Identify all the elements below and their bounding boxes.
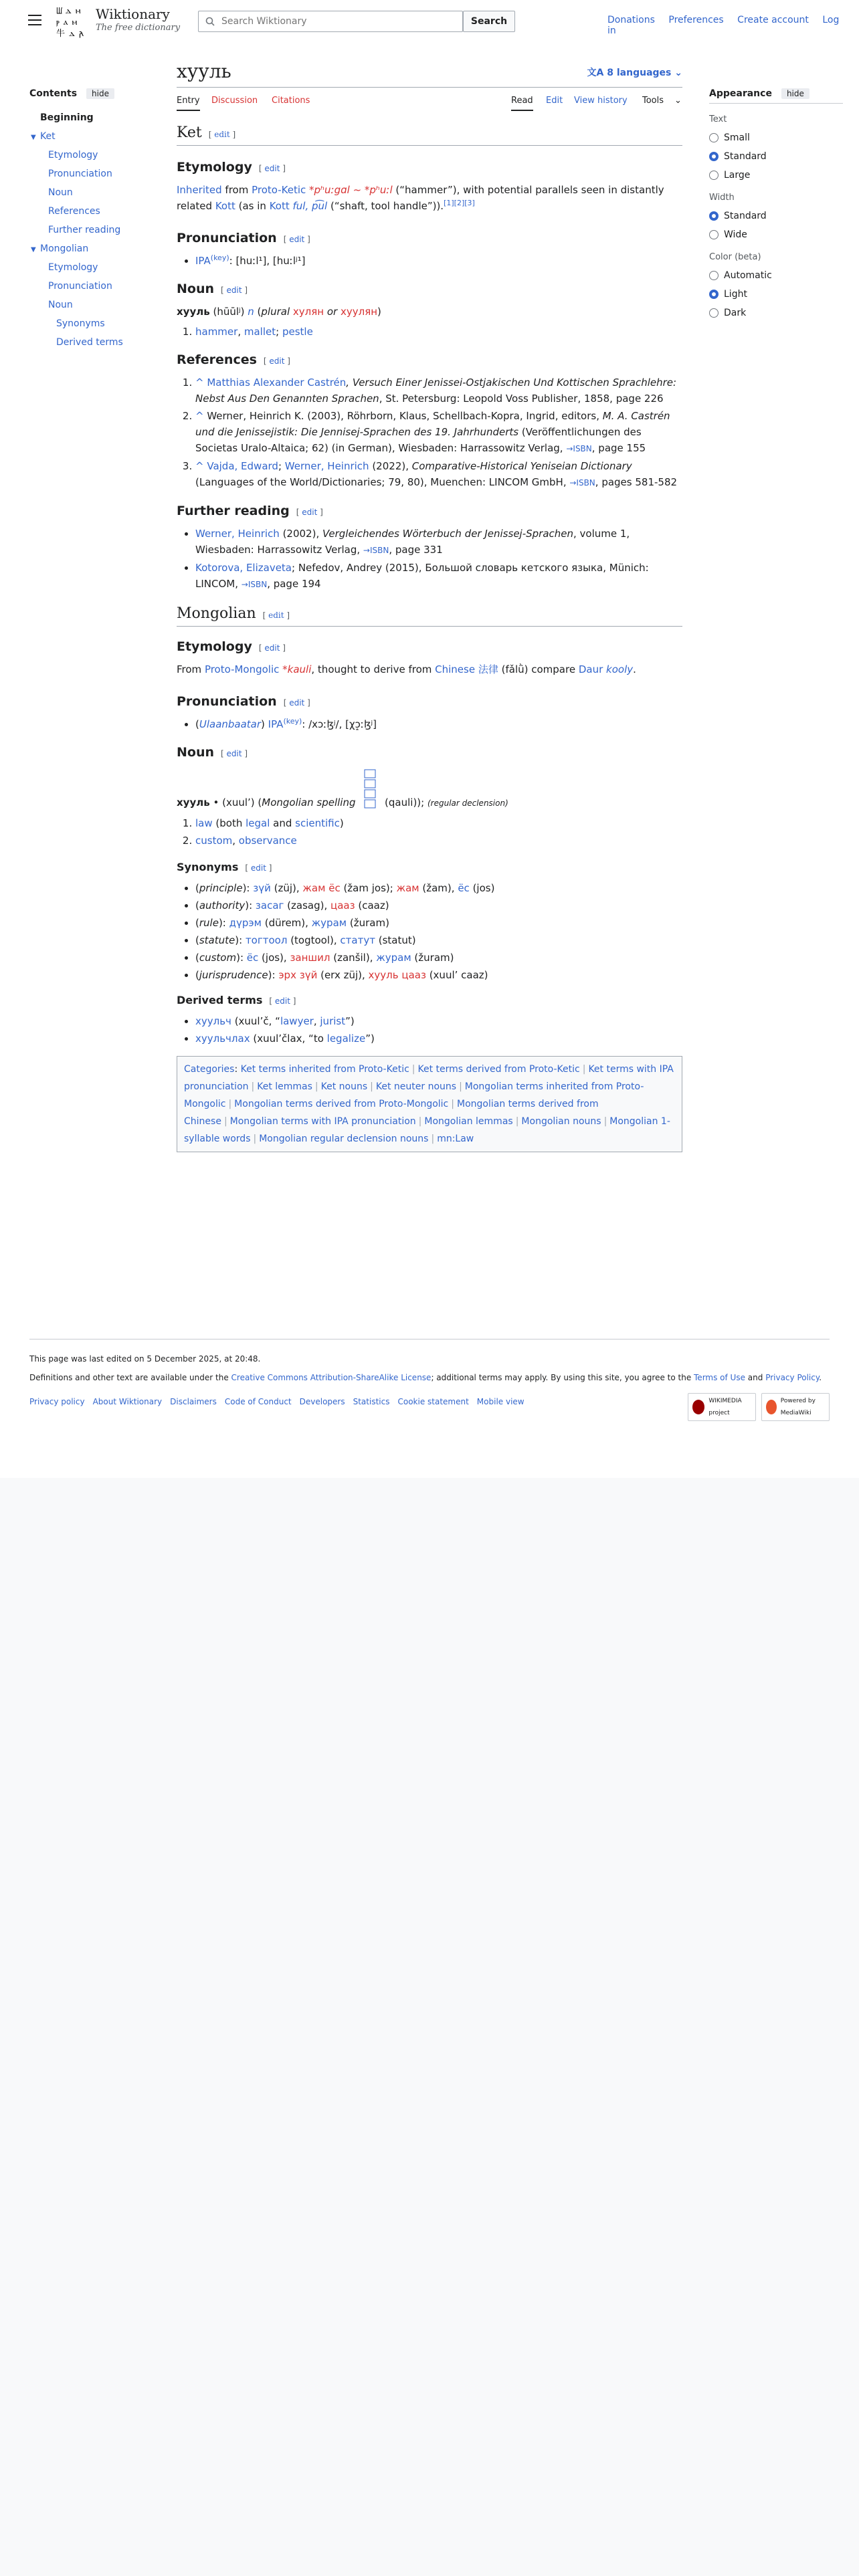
category-separator: | — [251, 1081, 255, 1092]
ket-etymology-heading: Etymology [ edit ] — [177, 160, 286, 175]
ket-further-reading-heading: Further reading [ edit ] — [177, 504, 323, 518]
ket-references-heading: References [ edit ] — [177, 352, 290, 367]
category-link[interactable]: mn:Law — [437, 1134, 474, 1144]
appearance-option[interactable]: Standard — [709, 147, 843, 166]
category-separator: | — [603, 1116, 607, 1127]
reference-item: 3. ^ Vajda, Edward; Werner, Heinrich (2022), Comparative-Historical Yeniseian Dictionary (Languages of the World/Dictionaries; 79, 80), Muenchen: LINCOM GmbH, →ISBN, pages 581-582 — [195, 458, 682, 491]
radio-button[interactable] — [709, 290, 719, 299]
tab-read[interactable]: Read — [511, 96, 533, 111]
footer-link[interactable]: Statistics — [353, 1397, 390, 1406]
radio-button[interactable] — [709, 171, 719, 180]
appearance-hide-button[interactable]: hide — [781, 88, 809, 99]
appearance-option[interactable]: Wide — [709, 225, 843, 244]
license-text: Definitions and other text are available under the Creative Commons Attribution-ShareAlike License; additional terms may apply. By using this site, you agree to the Terms of Use and Privacy Policy. — [29, 1373, 822, 1382]
radio-button[interactable] — [709, 211, 719, 221]
categories-box: Categories: Ket terms inherited from Proto-Ketic | Ket terms derived from Proto-Ketic | Ket terms with IPA pronunciation | Ket lemmas | Ket nouns | Ket neuter nouns | Mongolian terms inherited from Proto-Mongolic | Mongolian terms derived from Proto-Mongolic | Mongolian terms derived from Chinese | Mongolian terms with IPA pronunciation | Mongolian lemmas | Mongolian nouns | Mongolian 1-syllable words | Mongolian regular declension nouns | mn:Law — [177, 1056, 682, 1152]
synonym-item: • (jurisprudence): эрх зүй (erx züj), хууль цааз (xuulʼ caaz) — [195, 967, 682, 983]
category-separator: | — [314, 1081, 318, 1092]
edit-link[interactable]: edit — [264, 164, 280, 173]
header — [0, 0, 859, 44]
citation-refs[interactable]: [1][2][3] — [444, 199, 475, 207]
ket-headword-line: хууль (hūūlʲ) n (plural хулян or хуулян) — [177, 306, 381, 318]
category-separator: | — [223, 1116, 227, 1127]
synonym-item: • (rule): дүрэм (dürem), журам (žuram) — [195, 915, 682, 931]
category-link[interactable]: Ket lemmas — [257, 1081, 312, 1092]
toc-item[interactable]: Beginning — [40, 112, 94, 123]
site-title[interactable]: Wiktionary — [96, 6, 170, 22]
appearance-option[interactable]: Large — [709, 166, 843, 185]
edit-link[interactable]: edit — [250, 863, 266, 873]
toc-hide-button[interactable]: hide — [86, 88, 114, 99]
reference-item: 1. ^ Matthias Alexander Castrén, Versuch Einer Jenissei-Ostjakischen Und Kottischen Sprachlehre: Nebst Aus Den Genannten Sprachen, St. Petersburg: Leopold Voss Publisher, 1858, page 226 — [195, 374, 682, 407]
ket-pronunciation-heading: Pronunciation [ edit ] — [177, 231, 310, 245]
tab-edit[interactable]: Edit — [546, 96, 563, 106]
search-box[interactable] — [198, 11, 463, 32]
powered-by-mediawiki-badge[interactable]: Powered by MediaWiki — [761, 1393, 830, 1421]
mongolian-etymology-heading: Etymology [ edit ] — [177, 639, 286, 654]
chevron-down-icon[interactable]: ▼ — [31, 246, 36, 253]
category-link[interactable]: Ket terms with IPA pronunciation — [184, 1064, 674, 1092]
ket-heading: Ket [ edit ] — [177, 125, 682, 146]
derived-term: • хуульчлах (xuulʼčlax, “to legalize”) — [195, 1031, 682, 1047]
tab-tools[interactable]: Tools — [642, 96, 664, 106]
language-button[interactable] — [587, 66, 682, 79]
references-list — [177, 374, 682, 491]
mongolian-headword-line: хууль • (xuulʼ) (Mongolian spelling (qauli)); (regular declension) — [177, 768, 682, 811]
synonym-item: • (statute): тогтоол (togtool), статут (statut) — [195, 932, 682, 948]
chevron-down-icon: ⌄ — [674, 68, 682, 78]
appearance-title: Appearance — [709, 88, 772, 99]
category-separator: | — [228, 1099, 232, 1109]
footer-link[interactable]: Privacy policy — [29, 1397, 85, 1406]
mongolian-noun-heading: Noun [ edit ] — [177, 745, 248, 760]
footer-link[interactable]: Mobile view — [476, 1397, 524, 1406]
main-content — [177, 60, 682, 1152]
user-links — [607, 15, 859, 36]
svg-text:牛 ⲇ 𐌰: 牛 ⲇ 𐌰 — [56, 29, 84, 39]
toc-item[interactable]: Etymology — [48, 150, 98, 160]
appearance-panel — [709, 88, 843, 330]
color-group: Color (beta) Automatic Light Dark — [709, 252, 843, 322]
category-link[interactable]: Mongolian nouns — [521, 1116, 601, 1127]
footer-link[interactable]: Code of Conduct — [224, 1397, 292, 1406]
login-link[interactable]: Log in — [607, 15, 840, 36]
tab-citations[interactable]: Citations — [272, 96, 310, 106]
edit-link[interactable]: edit — [268, 611, 284, 620]
mongolian-sense: 1. law (both legal and scientific) — [195, 815, 682, 831]
category-separator: | — [515, 1116, 519, 1127]
toc-item[interactable]: Noun — [48, 187, 73, 198]
toc-item[interactable]: ▼ Ket — [29, 127, 157, 146]
text-size-group: Text Small Standard Large — [709, 114, 843, 185]
categories-label[interactable]: Categories — [184, 1064, 235, 1075]
category-separator: | — [431, 1134, 435, 1144]
preferences-link[interactable]: Preferences — [668, 15, 724, 25]
wikimedia-icon — [692, 1400, 704, 1414]
tab-entry[interactable]: Entry — [177, 96, 200, 111]
synonym-item: • (custom): ёс (jos), заншил (zanšil), журам (žuram) — [195, 950, 682, 966]
mongolian-sense: 2. custom, observance — [195, 833, 682, 849]
further-reading-item: • Werner, Heinrich (2002), Vergleichendes Wörterbuch der Jenissej-Sprachen, volume 1, Wiesbaden: Harrassowitz Verlag, →ISBN, page 331 — [195, 526, 682, 558]
mongolian-pronunciation-heading: Pronunciation [ edit ] — [177, 694, 310, 709]
edit-link[interactable]: edit — [274, 996, 290, 1006]
edit-link[interactable]: edit — [226, 286, 242, 295]
category-link[interactable]: Mongolian regular declension nouns — [259, 1134, 429, 1144]
width-group: Width Standard Wide — [709, 193, 843, 244]
translate-icon: 文A — [587, 68, 604, 78]
category-link[interactable]: Mongolian terms inherited from Proto-Mongolic — [184, 1081, 644, 1109]
derived-term: • хуульч (xuulʼč, “lawyer, jurist”) — [195, 1013, 682, 1029]
category-separator: | — [418, 1116, 422, 1127]
page-title: хууль — [177, 60, 231, 82]
mediawiki-icon — [766, 1400, 777, 1414]
appearance-option[interactable]: Small — [709, 128, 843, 147]
toc-item[interactable]: ▼ Mongolian — [29, 239, 157, 258]
category-link[interactable]: Ket terms derived from Proto-Ketic — [417, 1064, 580, 1075]
toc-title: Contents — [29, 88, 78, 99]
edit-link[interactable]: edit — [302, 508, 318, 517]
footer — [29, 1339, 830, 1416]
ket-etymology-text: Inherited from Proto-Ketic *pʰuːgɑl ~ *pʰuːl (“hammer”), with potential parallels seen in distantly related Kott (as in Kott ful, p͡ul (“shaft, tool handle”)).[1][2][3] — [177, 184, 664, 212]
radio-button[interactable] — [709, 308, 719, 318]
footer-link[interactable]: Disclaimers — [170, 1397, 217, 1406]
appearance-option[interactable]: Standard — [709, 207, 843, 225]
category-separator: | — [451, 1099, 454, 1109]
appearance-option[interactable]: Dark — [709, 304, 843, 322]
synonyms-list — [177, 880, 682, 983]
category-separator: | — [459, 1081, 462, 1092]
synonym-item: • (authority): засаг (zasag), цааз (caaz) — [195, 897, 682, 914]
category-separator: | — [411, 1064, 415, 1075]
search-icon — [205, 17, 215, 26]
category-separator: | — [370, 1081, 373, 1092]
edit-link[interactable]: edit — [289, 698, 305, 708]
edit-link[interactable]: edit — [264, 643, 280, 653]
toc-item[interactable]: Noun — [48, 300, 73, 310]
toc-item[interactable]: Synonyms — [56, 318, 105, 329]
tab-discussion[interactable]: Discussion — [211, 96, 258, 106]
ket-ipa: • $IPA^{(key)}$: [huːl¹], [huːlʲ¹] — [195, 253, 682, 269]
category-link[interactable]: Ket nouns — [320, 1081, 368, 1092]
edit-link[interactable]: edit — [289, 235, 305, 244]
radio-button[interactable] — [709, 152, 719, 161]
edit-link[interactable]: edit — [214, 130, 230, 139]
ket-sense: 1. hammer, mallet; pestle — [195, 324, 682, 340]
tab-view-history[interactable]: View history — [574, 96, 628, 106]
language-count: 8 languages — [607, 68, 672, 78]
create-account-link[interactable]: Create account — [737, 15, 809, 25]
derived-terms-heading: Derived terms [ edit ] — [177, 994, 296, 1006]
entry-body — [177, 125, 682, 1152]
wiktionary-logo-icon[interactable] — [55, 4, 91, 39]
category-link[interactable]: Ket neuter nouns — [375, 1081, 457, 1092]
category-link[interactable]: Mongolian terms with IPA pronunciation — [229, 1116, 416, 1127]
category-link[interactable]: Mongolian terms derived from Proto-Mongolic — [234, 1099, 449, 1109]
footer-link[interactable]: Cookie statement — [397, 1397, 469, 1406]
mongolian-heading: Mongolian [ edit ] — [177, 606, 682, 627]
further-reading-item: • Kotorova, Elizaveta; Nefedov, Andrey (2015), Большой словарь кетского языка, Münich: LINCOM, →ISBN, page 194 — [195, 560, 682, 593]
toc-item[interactable]: Pronunciation — [48, 281, 112, 292]
appearance-option[interactable]: Light — [709, 285, 843, 304]
main-menu-button[interactable] — [28, 15, 41, 25]
toc-item[interactable]: Etymology — [48, 262, 98, 273]
edit-link[interactable]: edit — [226, 749, 242, 758]
svg-text:ꡆ ⲇ ⲙ: ꡆ ⲇ ⲙ — [56, 6, 82, 16]
search-button[interactable]: Search — [463, 11, 515, 32]
category-separator: | — [582, 1064, 586, 1075]
synonyms-heading: Synonyms [ edit ] — [177, 861, 272, 873]
edit-link[interactable]: edit — [269, 356, 285, 366]
site-subtitle: The free dictionary — [96, 23, 181, 33]
wikimedia-project-badge[interactable]: WIKIMEDIA project — [688, 1393, 756, 1421]
category-link[interactable]: Mongolian terms derived from Chinese — [184, 1099, 599, 1127]
ket-noun-heading: Noun [ edit ] — [177, 282, 248, 296]
radio-button[interactable] — [709, 230, 719, 239]
chevron-down-icon[interactable]: ▼ — [31, 134, 36, 141]
category-link[interactable]: Ket terms inherited from Proto-Ketic — [240, 1064, 409, 1075]
search-input[interactable] — [220, 15, 462, 27]
toc-item[interactable]: Further reading — [48, 225, 121, 235]
chevron-down-icon: ⌄ — [674, 96, 682, 106]
mongolian-script-glyphs[interactable] — [363, 768, 377, 811]
radio-button[interactable] — [709, 271, 719, 280]
category-link[interactable]: Mongolian lemmas — [424, 1116, 513, 1127]
page-tabs — [177, 88, 682, 114]
donations-link[interactable]: Donations — [607, 15, 655, 25]
toc-item[interactable]: References — [48, 206, 100, 217]
last-edited: This page was last edited on 5 December 2025, at 20:48. — [29, 1354, 261, 1364]
mongolian-etymology-text: From Proto-Mongolic *kauli, thought to derive from Chinese 法律 (fǎlǜ) compare Daur kooly. — [177, 663, 636, 675]
appearance-option[interactable]: Automatic — [709, 266, 843, 285]
toc-item[interactable]: Pronunciation — [48, 169, 112, 179]
footer-link[interactable]: About Wiktionary — [92, 1397, 163, 1406]
footer-link[interactable]: Developers — [299, 1397, 345, 1406]
reference-item: 2. ^ Werner, Heinrich K. (2003), Röhrborn, Klaus, Schellbach-Kopra, Ingrid, editors, M. A. Castrén und die Jenissejistik: Die Jennisej-Sprachen des 19. Jahrhunderts (Veröffentlichungen des Societas Uralo-Altaica; 62) (in German), Wiesbaden: Harrassowitz Verlag, →ISBN, page 155 — [195, 408, 682, 457]
table-of-contents — [29, 88, 157, 352]
mongolian-ipa: • (Ulaanbaatar) $IPA^{(key)}$: /xɔːɮʲ/, [χɔ̝ːɮʲ] — [195, 716, 682, 732]
svg-text:ⲣ ⲁ ⲙ: ⲣ ⲁ ⲙ — [56, 17, 78, 27]
category-separator: | — [253, 1134, 257, 1144]
category-link[interactable]: Mongolian 1-syllable words — [184, 1116, 670, 1144]
synonym-item: • (principle): зүй (züj), жам ёс (žam jos); жам (žam), ёс (jos) — [195, 880, 682, 896]
radio-button[interactable] — [709, 133, 719, 142]
toc-item[interactable]: Derived terms — [56, 337, 123, 348]
